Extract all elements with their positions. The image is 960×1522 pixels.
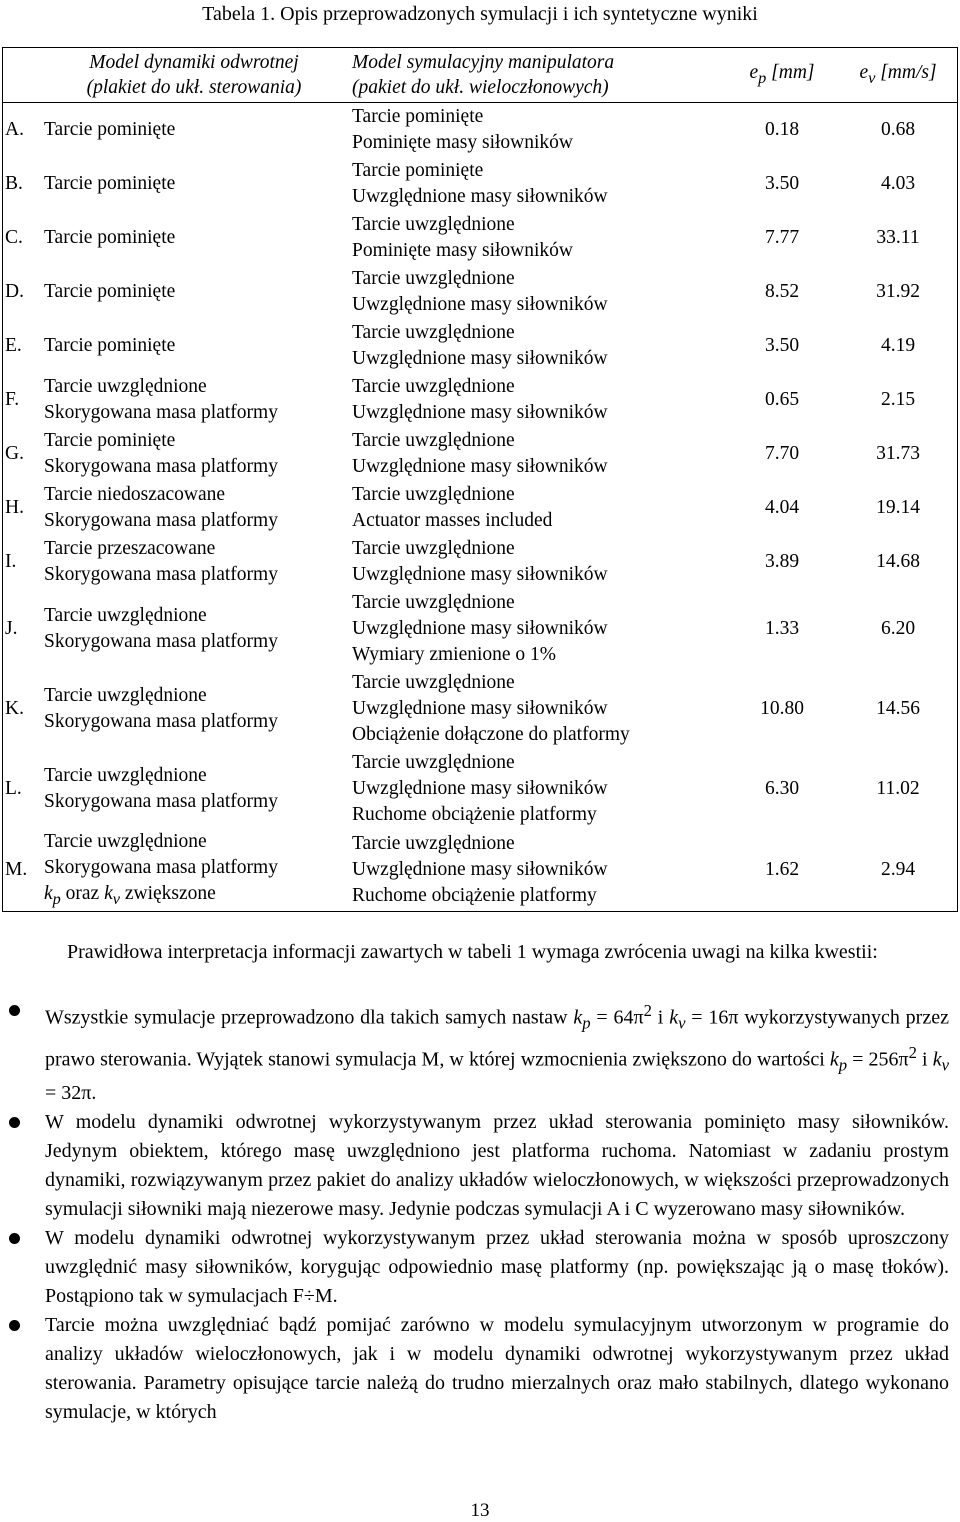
row-simulation-model [348, 157, 725, 211]
simulation-line: Tarcie pominięte [352, 159, 484, 181]
simulation-line: Uwzględnione masy siłowników [352, 858, 608, 880]
header-simulation-model [348, 48, 725, 103]
row-ev-value: 14.56 [876, 697, 920, 719]
row-ev-value: 31.92 [876, 280, 920, 302]
bullet-text: Tarcie można uwzględniać bądź pomijać zarówno w modelu symulacyjnym utworzonym w programie do analizy układów wieloczłonowych, jak i w modelu dynamiki odwrotnej wykorzystywanym przez układ sterowania. Parametry opisujące tarcie należą do trudno mierzalnych oraz mało stabilnych, dlatego wykonano symulacje, w których [45, 1314, 949, 1424]
row-simulation-model [348, 669, 725, 749]
table-row [3, 319, 957, 373]
table-row [3, 157, 957, 211]
simulation-line: Tarcie uwzględnione [352, 267, 515, 289]
simulation-line: Tarcie uwzględnione [352, 375, 515, 397]
simulation-line: Tarcie uwzględnione [352, 429, 515, 451]
simulation-line: Ruchome obciążenie platformy [352, 884, 597, 906]
dynamics-line: Tarcie pominięte [44, 172, 176, 194]
row-simulation-model [348, 103, 725, 157]
table-row [3, 589, 957, 669]
row-ep-value: 1.62 [764, 858, 800, 880]
row-dynamics-model [40, 103, 348, 157]
table-row [3, 265, 957, 319]
row-simulation-model [348, 211, 725, 265]
simulation-line: Pominięte masy siłowników [352, 131, 573, 153]
row-letter: C. [5, 226, 23, 248]
table-row [3, 535, 957, 589]
header-letter [3, 48, 40, 103]
row-dynamics-model [40, 481, 348, 535]
bullet-dot [9, 1005, 20, 1016]
dynamics-line: Skorygowana masa platformy [44, 790, 278, 812]
simulation-line: Tarcie uwzględnione [352, 483, 515, 505]
dynamics-line: Skorygowana masa platformy [44, 455, 278, 477]
dynamics-line: Skorygowana masa platformy [44, 563, 278, 585]
row-letter: F. [5, 388, 20, 410]
row-ep-value: 0.18 [764, 118, 800, 140]
dynamics-line: Tarcie niedoszacowane [44, 483, 226, 505]
simulation-table [3, 48, 957, 911]
row-ep-value: 3.50 [764, 172, 800, 194]
bullet-text: W modelu dynamiki odwrotnej wykorzystywanym przez układ sterowania pominięto masy siłowników. Jedynym obiektem, którego masę uwzględniono jest platforma ruchoma. Natomiast w zadaniu prostym dynamiki, rozwiązywanym przez pakiet do analizy układów wieloczłonowych, w większości przeprowadzonych symulacji siłowniki mają niezerowe masy. Jedynie podczas symulacji A i C wyzerowano masy siłowników. [45, 1111, 949, 1221]
dynamics-line: Skorygowana masa platformy [44, 710, 278, 732]
simulation-line: Actuator masses included [352, 509, 553, 531]
bullet-dot [9, 1117, 20, 1128]
simulation-line: Tarcie uwzględnione [352, 321, 515, 343]
simulation-line: Obciążenie dołączone do platformy [352, 723, 630, 745]
row-simulation-model [348, 829, 725, 912]
table-row [3, 427, 957, 481]
dynamics-gains-line: $k_p$ oraz $k_v$ zwiększone [44, 882, 216, 908]
bullet-item-actuator-masses [0, 1108, 949, 1224]
dynamics-line: Tarcie przeszacowane [44, 537, 216, 559]
simulation-line: Uwzględnione masy siłowników [352, 401, 608, 423]
row-letter: L. [5, 777, 22, 799]
bullet-dot [9, 1233, 20, 1244]
row-ev-value: 0.68 [880, 118, 916, 140]
row-ep-value: 0.65 [764, 388, 800, 410]
row-simulation-model [348, 481, 725, 535]
simulation-line: Tarcie uwzględnione [352, 671, 515, 693]
simulation-line: Ruchome obciążenie platformy [352, 803, 597, 825]
row-dynamics-model [40, 589, 348, 669]
simulation-line: Uwzględnione masy siłowników [352, 563, 608, 585]
row-ev-value: 14.68 [876, 550, 920, 572]
row-ep-value: 7.77 [764, 226, 800, 248]
bullet-item-simplified-masses [0, 1224, 949, 1311]
table-row [3, 481, 957, 535]
table-body [3, 103, 957, 912]
row-ev-value: 4.19 [880, 334, 916, 356]
bullet-item-gains: Wszystkie symulacje przeprowadzono dla takich samych nastaw $k_p = 64\pi^2$ i $k_v = 16\pi$ wykorzystywanych przez prawo sterowania. Wyjątek stanowi symulacja M, w której wzmocnienia zwiększono do wartości $k_p = 256\pi^2$ i $k_v = 32\pi$. [0, 996, 949, 1108]
row-dynamics-model [40, 535, 348, 589]
header-dynamics-model [40, 48, 348, 103]
dynamics-line: Tarcie uwzględnione [44, 764, 207, 786]
table-caption: Tabela 1. Opis przeprowadzonych symulacji i ich syntetyczne wyniki [202, 3, 758, 25]
row-simulation-model [348, 535, 725, 589]
row-letter: D. [5, 280, 24, 302]
row-letter: K. [5, 697, 24, 719]
bullet-list [0, 996, 949, 1427]
row-letter: G. [5, 442, 24, 464]
row-ev-value: 2.15 [880, 388, 916, 410]
dynamics-line: Skorygowana masa platformy [44, 509, 278, 531]
simulation-line: Tarcie uwzględnione [352, 591, 515, 613]
row-simulation-model [348, 749, 725, 829]
row-simulation-model [348, 319, 725, 373]
row-simulation-model [348, 265, 725, 319]
row-simulation-model [348, 427, 725, 481]
row-letter: A. [5, 118, 24, 140]
intro-paragraph: Prawidłowa interpretacja informacji zawartych w tabeli 1 wymaga zwrócenia uwagi na kilka kwestii: [67, 941, 878, 963]
simulation-line: Tarcie uwzględnione [352, 832, 515, 854]
row-simulation-model [348, 589, 725, 669]
dynamics-line: Tarcie uwzględnione [44, 375, 207, 397]
simulation-line: Uwzględnione masy siłowników [352, 455, 608, 477]
row-dynamics-model [40, 749, 348, 829]
row-dynamics-model [40, 373, 348, 427]
dynamics-line: Tarcie uwzględnione [44, 830, 207, 852]
row-dynamics-model [40, 669, 348, 749]
row-ep-value: 3.89 [764, 550, 800, 572]
row-ev-value: 4.03 [880, 172, 916, 194]
simulation-line: Uwzględnione masy siłowników [352, 185, 608, 207]
row-dynamics-model [40, 211, 348, 265]
dynamics-line: Tarcie pominięte [44, 226, 176, 248]
bullet-dot [9, 1320, 20, 1331]
dynamics-line: Skorygowana masa platformy [44, 856, 278, 878]
simulation-line: Uwzględnione masy siłowników [352, 617, 608, 639]
row-dynamics-model [40, 829, 348, 912]
row-simulation-model [348, 373, 725, 427]
simulation-line: Wymiary zmienione o 1% [352, 643, 557, 665]
row-ep-value: 7.70 [764, 442, 800, 464]
dynamics-line: Tarcie uwzględnione [44, 684, 207, 706]
table-row [3, 749, 957, 829]
row-letter: B. [5, 172, 23, 194]
row-ev-value: 31.73 [876, 442, 920, 464]
table-row [3, 829, 957, 912]
page-number: 13 [470, 1500, 490, 1521]
row-ev-value: 6.20 [880, 617, 916, 639]
row-ep-value: 8.52 [764, 280, 800, 302]
header-dynamics-line2: (plakiet do ukł. sterowania) [86, 77, 302, 98]
simulation-line: Uwzględnione masy siłowników [352, 347, 608, 369]
simulation-line: Uwzględnione masy siłowników [352, 293, 608, 315]
row-ev-value: 2.94 [880, 858, 916, 880]
row-ev-value: 19.14 [876, 496, 920, 518]
row-letter: I. [5, 550, 17, 572]
row-dynamics-model [40, 427, 348, 481]
header-ep: $e_p$ [mm] [725, 48, 839, 103]
row-letter: J. [5, 617, 18, 639]
dynamics-line: Tarcie pominięte [44, 429, 176, 451]
row-ep-value: 10.80 [760, 697, 804, 719]
row-dynamics-model [40, 319, 348, 373]
simulation-line: Tarcie uwzględnione [352, 537, 515, 559]
table-row [3, 669, 957, 749]
header-simulation-line2: (pakiet do ukł. wieloczłonowych) [352, 77, 609, 98]
row-ep-value: 3.50 [764, 334, 800, 356]
dynamics-line: Tarcie pominięte [44, 280, 176, 302]
dynamics-line: Tarcie pominięte [44, 118, 176, 140]
table-header-row [3, 48, 957, 103]
dynamics-line: Skorygowana masa platformy [44, 630, 278, 652]
row-ev-value: 11.02 [876, 777, 920, 799]
bullet-text: W modelu dynamiki odwrotnej wykorzystywanym przez układ sterowania można w sposób uproszczony uwzględnić masy siłowników, korygując odpowiednio masę platformy (np. powiększając ją o masę tłoków). Postąpiono tak w symulacjach F÷M. [45, 1227, 949, 1308]
row-letter: M. [5, 858, 28, 880]
table-row [3, 103, 957, 157]
header-dynamics-line1: Model dynamiki odwrotnej [89, 52, 299, 73]
dynamics-line: Skorygowana masa platformy [44, 401, 278, 423]
row-ev-value: 33.11 [876, 226, 920, 248]
dynamics-line: Tarcie uwzględnione [44, 604, 207, 626]
simulation-line: Uwzględnione masy siłowników [352, 777, 608, 799]
table-row [3, 373, 957, 427]
row-dynamics-model [40, 265, 348, 319]
header-ev: $e_v$ [mm/s] [839, 48, 957, 103]
dynamics-line: Tarcie pominięte [44, 334, 176, 356]
bullet-item-friction [0, 1311, 949, 1427]
simulation-line: Tarcie pominięte [352, 105, 484, 127]
row-ep-value: 4.04 [764, 496, 800, 518]
row-ep-value: 6.30 [764, 777, 800, 799]
simulation-line: Tarcie uwzględnione [352, 751, 515, 773]
simulation-line: Pominięte masy siłowników [352, 239, 573, 261]
row-dynamics-model [40, 157, 348, 211]
table-row [3, 211, 957, 265]
simulation-line: Uwzględnione masy siłowników [352, 697, 608, 719]
row-letter: H. [5, 496, 24, 518]
row-letter: E. [5, 334, 22, 356]
header-simulation-line1: Model symulacyjny manipulatora [352, 52, 615, 73]
simulation-line: Tarcie uwzględnione [352, 213, 515, 235]
row-ep-value: 1.33 [764, 617, 800, 639]
